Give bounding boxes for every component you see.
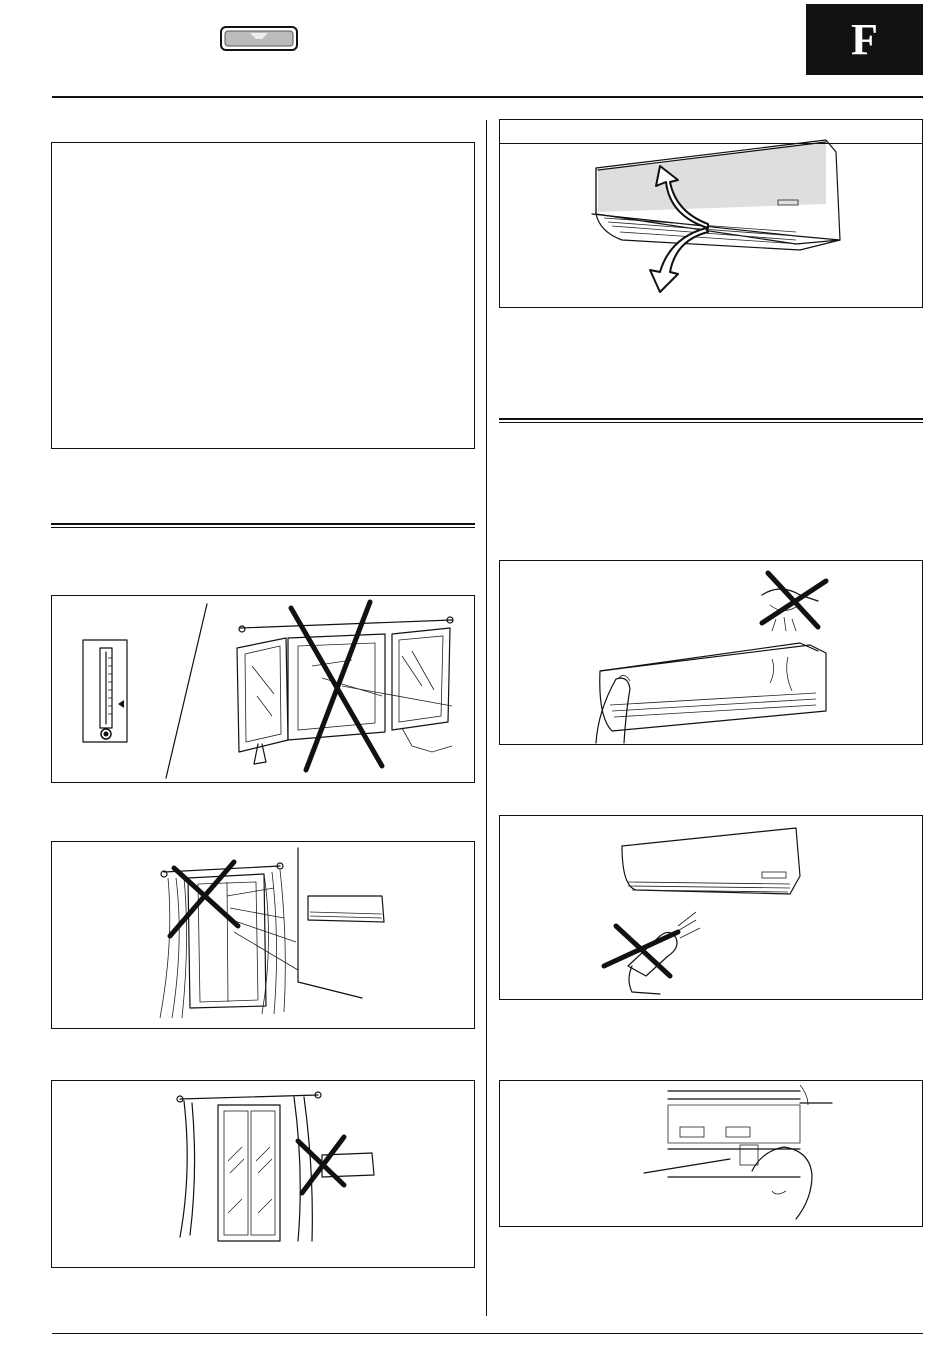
figure-filter-removal: [499, 1080, 923, 1227]
section-rule-right: [499, 418, 923, 423]
column-divider: [486, 120, 487, 1316]
figure-curtains-blocking: [51, 841, 475, 1029]
cross-out-icon: [298, 1137, 344, 1193]
cross-out-icon: [604, 926, 678, 976]
mode-key-icon: [220, 26, 298, 51]
figure-wipe-panel: [499, 560, 923, 745]
section-rule: [51, 523, 475, 528]
figure-airflow-direction: [499, 119, 923, 308]
header-rule: [52, 96, 923, 98]
language-badge: F: [806, 4, 923, 75]
info-box: [51, 142, 475, 449]
figure-thermometer-windows: [51, 595, 475, 783]
footer-rule: [52, 1333, 923, 1334]
figure-no-hairdryer: [499, 815, 923, 1000]
figure-door-unit: [51, 1080, 475, 1268]
cross-out-icon: [291, 602, 382, 770]
thermometer-icon: [83, 640, 127, 742]
figure-header-rule: [500, 143, 922, 144]
cross-out-icon: [170, 862, 238, 936]
